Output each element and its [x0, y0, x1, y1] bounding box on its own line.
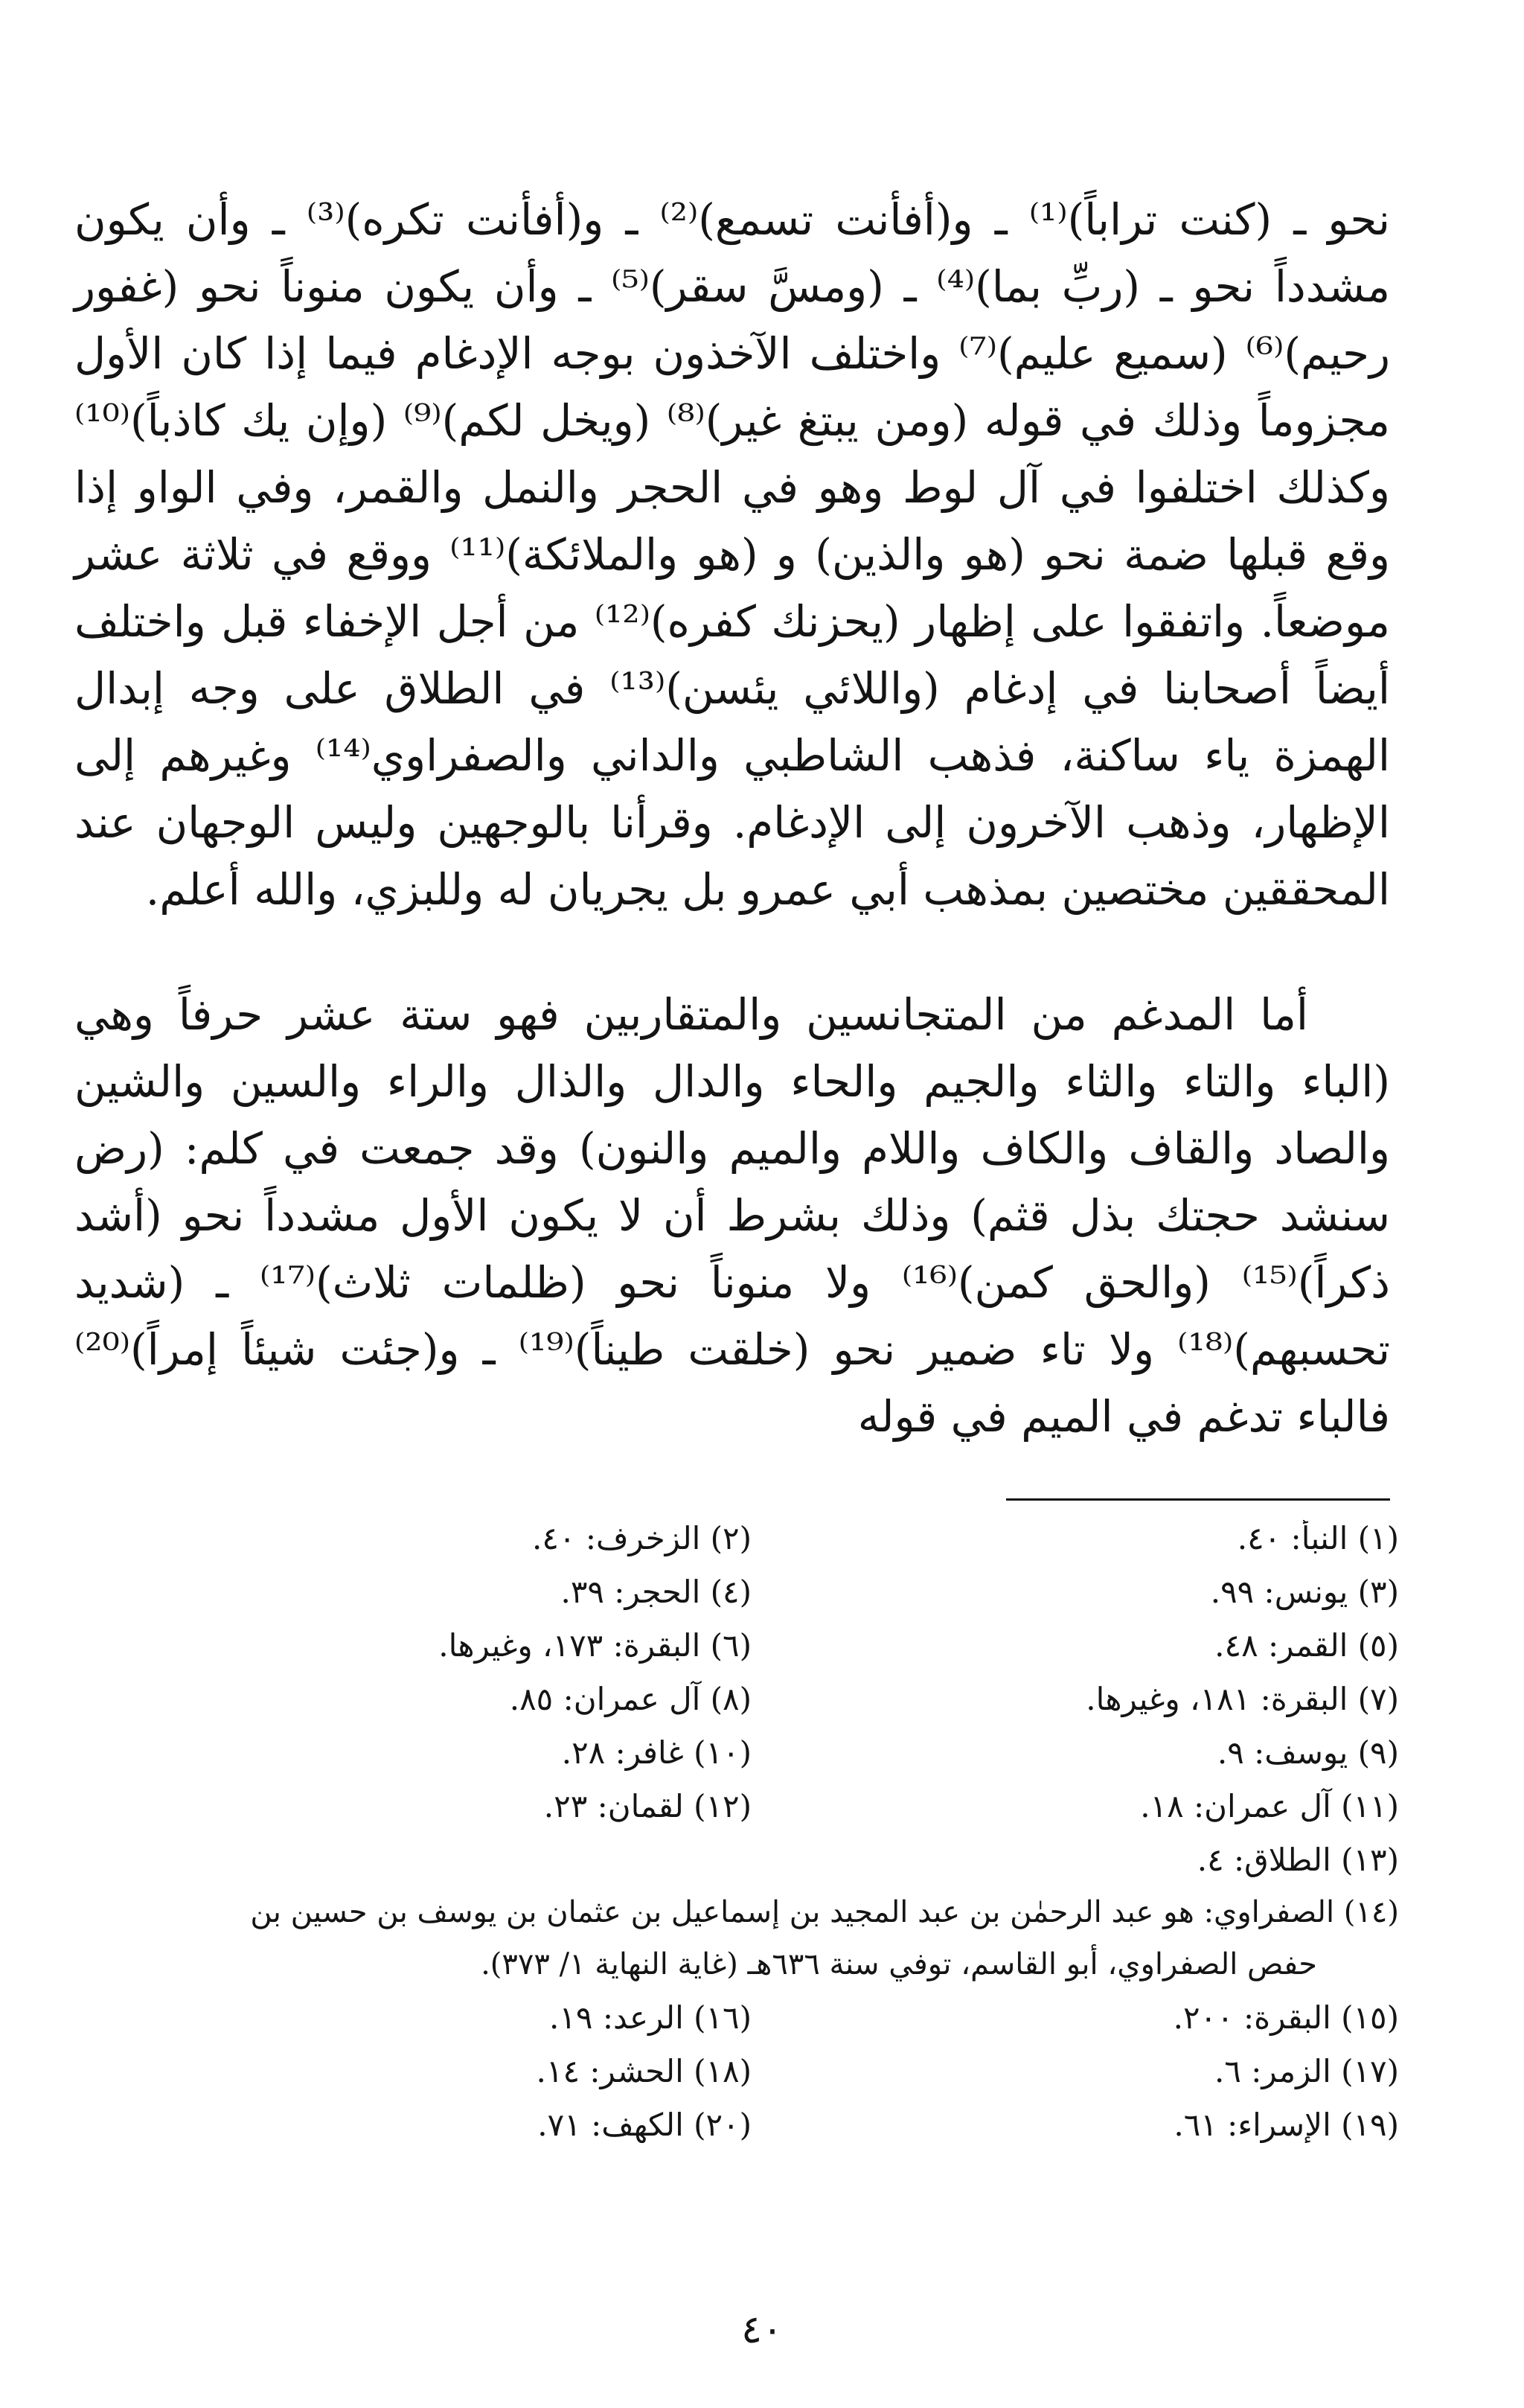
- footnote-row: [104, 2044, 1399, 2098]
- footnote-row: [104, 1833, 1399, 1886]
- footnote-row: [104, 1990, 1399, 2044]
- footnote-19: (١٩) الإسراء: ٦١.: [1174, 2106, 1399, 2143]
- footnote-row: [104, 1779, 1399, 1833]
- footnote-17: (١٧) الزمر: ٦.: [1214, 2052, 1399, 2089]
- paragraph-1: نحو ـ (كنت تراباً)⁽¹⁾ ـ و(أفأنت تسمع)⁽²⁾ ـ و(أفأنت تكره)⁽³⁾ ـ وأن يكون مشدداً نحو ـ (ربِّ بما)⁽⁴⁾ ـ (ومسَّ سقر)⁽⁵⁾ ـ وأن يكون منوناً نحو (غفور رحيم)⁽⁶⁾ (سميع عليم)⁽⁷⁾ واختلف الآخذون بوجه الإدغام فيما إذا كان الأول مجزوماً وذلك في قوله (ومن يبتغ غير)⁽⁸⁾ (ويخل لكم)⁽⁹⁾ (وإن يك كاذباً)⁽¹⁰⁾ وكذلك اختلفوا في آل لوط وهو في الحجر والنمل والقمر، وفي الواو إذا وقع قبلها ضمة نحو (هو والذين) و (هو والملائكة)⁽¹¹⁾ ووقع في ثلاثة عشر موضعاً. واتفقوا على إظهار (يحزنك كفره)⁽¹²⁾ من أجل الإخفاء قبل واختلف أيضاً أصحابنا في إدغام (واللائي يئسن)⁽¹³⁾ في الطلاق على وجه إبدال الهمزة ياء ساكنة، فذهب الشاطبي والداني والصفراوي⁽¹⁴⁾ وغيرهم إلى الإظهار، وذهب الآخرون إلى الإدغام. وقرأنا بالوجهين وليس الوجهان عند المحققين مختصين بمذهب أبي عمرو بل يجريان له وللبزي، والله أعلم.: [74, 194, 1391, 915]
- footnote-20: (٢٠) الكهف: ٧١.: [537, 2106, 752, 2143]
- footnote-14-line-1: (١٤) الصفراوي: هو عبد الرحمٰن بن عبد المجيد بن إسماعيل بن عثمان بن يوسف بن حسين بن: [250, 1895, 1399, 1929]
- footnote-8: (٨) آل عمران: ٨٥.: [509, 1680, 752, 1717]
- footnote-3: (٣) يونس: ٩٩.: [1210, 1573, 1399, 1610]
- footnote-row: [104, 1672, 1399, 1725]
- footnote-row: [104, 1565, 1399, 1618]
- footnote-7: (٧) البقرة: ١٨١، وغيرها.: [1086, 1680, 1399, 1717]
- page-number: ٤٠: [741, 2308, 783, 2352]
- footnote-4: (٤) الحجر: ٣٩.: [560, 1573, 752, 1610]
- footnote-9: (٩) يوسف: ٩.: [1217, 1734, 1399, 1771]
- footnote-10: (١٠) غافر: ٢٨.: [561, 1734, 752, 1771]
- footnote-6: (٦) البقرة: ١٧٣، وغيرها.: [438, 1626, 752, 1664]
- footnote-18: (١٨) الحشر: ١٤.: [536, 2052, 752, 2089]
- footnote-12: (١٢) لقمان: ٢٣.: [543, 1787, 752, 1824]
- footnote-13: (١٣) الطلاق: ٤.: [1197, 1841, 1399, 1878]
- paragraph-2: أما المدغم من المتجانسين والمتقاربين فهو ستة عشر حرفاً وهي (الباء والتاء والثاء والجيم والحاء والدال والذال والراء والسين والشين والصاد والقاف والكاف واللام والميم والنون) وقد جمعت في كلم: (رض سنشد حجتك بذل قثم) وذلك بشرط أن لا يكون الأول مشدداً نحو (أشد ذكراً)⁽¹⁵⁾ (والحق كمن)⁽¹⁶⁾ ولا منوناً نحو (ظلمات ثلاث)⁽¹⁷⁾ ـ (شديد تحسبهم)⁽¹⁸⁾ ولا تاء ضمير نحو (خلقت طيناً)⁽¹⁹⁾ ـ و(جئت شيئاً إمراً)⁽²⁰⁾ فالباء تدغم في الميم في قوله: [74, 989, 1390, 1442]
- footnote-15: (١٥) البقرة: ٢٠٠.: [1173, 1999, 1399, 2036]
- footnote-row: [104, 1511, 1399, 1565]
- footnote-5: (٥) القمر: ٤٨.: [1214, 1626, 1399, 1664]
- footnote-2: (٢) الزخرف: ٤٠.: [532, 1519, 752, 1556]
- footnote-11: (١١) آل عمران: ١٨.: [1140, 1787, 1399, 1824]
- footnote-14-line-2: حفص الصفراوي، أبو القاسم، توفي سنة ٦٣٦هـ (غاية النهاية ١/ ٣٧٣).: [481, 1947, 1317, 1981]
- footnote-row: [104, 1618, 1399, 1672]
- footnote-row: [104, 2098, 1399, 2151]
- main-text: [74, 186, 1390, 1450]
- footnote-row: [104, 1725, 1399, 1779]
- footnote-16: (١٦) الرعد: ١٩.: [549, 1999, 752, 2036]
- footnotes: [104, 1511, 1399, 2151]
- footnote-1: (١) النبأ: ٤٠.: [1237, 1519, 1399, 1556]
- footnote-14: [104, 1886, 1399, 1990]
- footnote-separator: [1006, 1498, 1390, 1501]
